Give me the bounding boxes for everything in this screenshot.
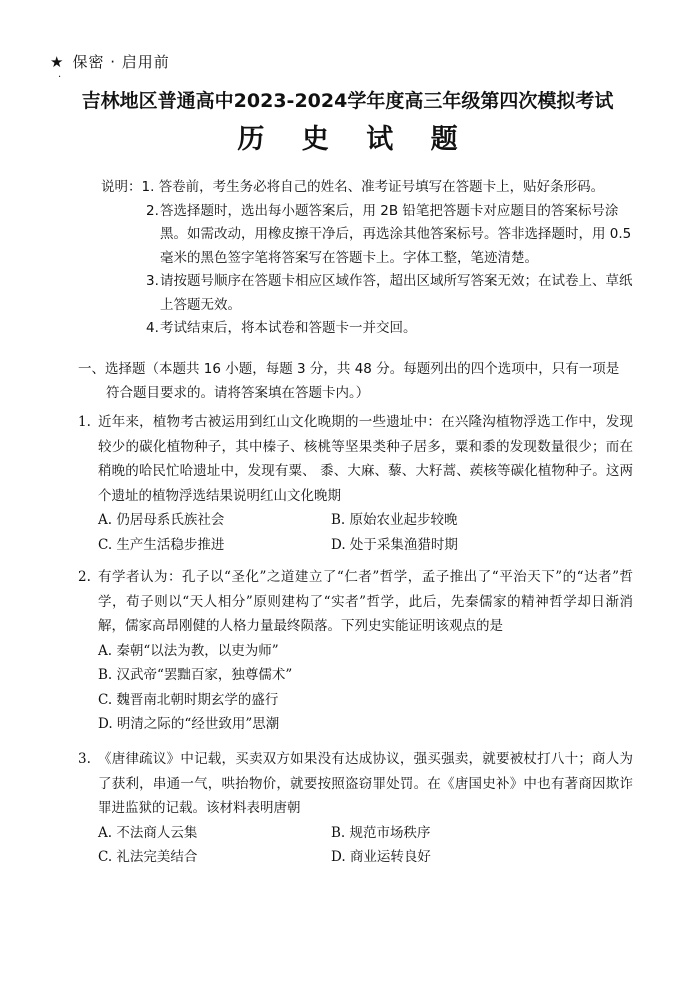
question-1 (78, 410, 633, 557)
option-d: D. 明清之际的“经世致用”思潮 (98, 716, 280, 732)
confidential-marker (50, 51, 170, 72)
instruction-item (101, 317, 641, 341)
section-header (78, 357, 633, 405)
instruction-item (101, 270, 641, 317)
section-header-line: 一、选择题（本题共 16 小题，每题 3 分，共 48 分。每题列出的四个选项中，只有一项是 (78, 361, 620, 377)
instructions-label: 说明： (101, 179, 142, 195)
instruction-number: 2. (146, 202, 159, 219)
question-stem: 《唐律疏议》中记载，买卖双方如果没有达成协议，强买强卖，就要被杖打八十；商人为了获利，串通一气，哄抬物价，就要按照盗窃罪处罚。在《唐国史补》中也有著商因欺诈罪进监狱的记载。该材料表明唐朝 (98, 751, 633, 816)
instructions (101, 176, 641, 341)
question-number: 2. (78, 569, 91, 585)
instruction-number: 1. (141, 179, 155, 195)
instruction-text: 答卷前，考生务必将自己的姓名、准考证号填写在答题卡上，贴好条形码。 (158, 179, 605, 195)
instruction-item (101, 176, 641, 200)
exam-title: 吉林地区普通高中2023-2024学年度高三年级第四次模拟考试 (81, 90, 614, 112)
question-options (78, 508, 633, 557)
instruction-number: 4. (146, 320, 159, 336)
question-stem: 近年来，植物考古被运用到红山文化晚期的一些遗址中：在兴隆沟植物浮选工作中，发现较少的碳化植物种子，其中榛子、核桃等坚果类种子居多，粟和黍的发现数量很少；而在稍晚的哈民忙哈遗址中，发现有粟、 黍、大麻、藜、大籽蒿、蒺核等碳化植物种子。这两个遗址的植物浮选结果说明红山文化晚期 (98, 414, 633, 504)
option-c: C. 礼法完美结合 (98, 849, 198, 865)
question-options (78, 639, 633, 737)
question-number: 1. (78, 414, 91, 430)
star-icon: ★ (50, 53, 65, 71)
question-2 (78, 565, 633, 737)
question-stem: 有学者认为：孔子以“圣化”之道建立了“仁者”哲学，孟子推出了“平治天下”的“达者”哲学，荀子则以“天人相分”原则建构了“实者”哲学，此后，先秦儒家的精神哲学却日渐消解，儒家高昂刚健的人格力量最终陨落。下列史实能证明该观点的是 (98, 569, 633, 634)
option-a: A. 秦朝“以法为教，以吏为师” (98, 642, 279, 659)
instruction-number: 3. (146, 273, 159, 289)
confidential-label: 保密 · 启用前 (72, 53, 170, 71)
question-3 (78, 747, 633, 870)
option-c: C. 生产生活稳步推进 (98, 536, 225, 553)
subject-title: 历 史 试 题 (237, 124, 472, 155)
option-a: A. 仍居母系氏族社会 (98, 512, 225, 528)
option-b: B. 汉武帝“罢黜百家，独尊儒术” (98, 667, 293, 683)
option-d: D. 商业运转良好 (331, 849, 431, 865)
dot-mark: · (58, 72, 62, 83)
question-number: 3. (78, 751, 91, 767)
option-a: A. 不法商人云集 (98, 824, 198, 841)
section-header-line: 符合题目要求的。请将答案填在答题卡内。） (106, 385, 370, 401)
option-c: C. 魏晋南北朝时期玄学的盛行 (98, 691, 279, 708)
option-b: B. 原始农业起步较晚 (331, 512, 458, 528)
question-options (78, 821, 633, 870)
instruction-item (101, 200, 641, 271)
instruction-text: 答选择题时，选出每小题答案后，用 2B 铅笔把答题卡对应题目的答案标号涂黑。如需改动，用橡皮擦干净后，再选涂其他答案标号。答非选择题时，用 0.5 毫米的黑色签字笔将答案写在答题卡上。字体工整，笔迹清楚。 (160, 202, 632, 266)
option-b: B. 规范市场秩序 (331, 824, 431, 841)
option-d: D. 处于采集渔猎时期 (331, 536, 458, 553)
instruction-text: 请按题号顺序在答题卡相应区域作答，超出区域所写答案无效；在试卷上、草纸上答题无效。 (160, 273, 633, 313)
instruction-text: 考试结束后，将本试卷和答题卡一并交回。 (160, 320, 417, 336)
